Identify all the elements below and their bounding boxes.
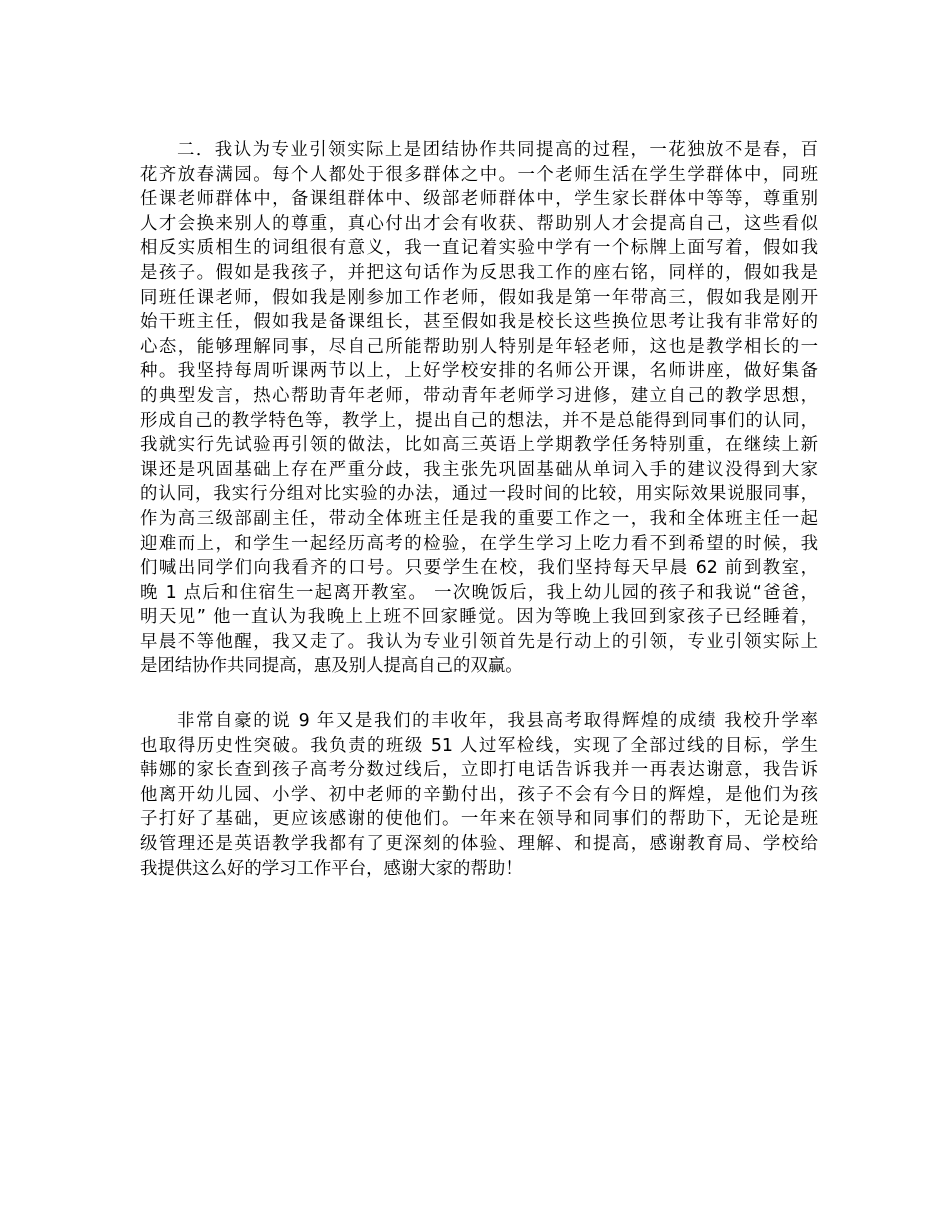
text-line: 心态，能够理解同事，尽自己所能帮助别人特别是年轻老师，这也是教学相长的一 [140,336,818,357]
text-line: 韩娜的家长查到孩子高考分数过线后，立即打电话告诉我并一再表达谢意，我告诉 [140,760,818,781]
text-line: 种。我坚持每周听课两节以上，上好学校安排的名师公开课，名师讲座，做好集备 [140,361,818,382]
paragraph-harvest-year [140,709,818,881]
text-line: 明天见” 他一直认为我晚上上班不回家睡觉。因为等晚上我回到家孩子已经睡着， [140,607,818,628]
text-line: 二．我认为专业引领实际上是团结协作共同提高的过程，一花独放不是春，百 [177,140,818,160]
text-line: 非常自豪的说 9 年又是我们的丰收年，我县高考取得辉煌的成绩 我校升学率 [177,711,818,732]
text-line: 们喊出同学们向我看齐的口号。只要学生在校，我们坚持每天早晨 62 前到教室， [140,558,818,579]
text-line: 晚 1 点后和住宿生一起离开教室。 一次晚饭后，我上幼儿园的孩子和我说“爸爸， [140,582,818,603]
paragraph-professional-leadership [140,138,818,679]
text-line: 相反实质相生的词组很有意义，我一直记着实验中学有一个标牌上面写着，假如我 [140,238,818,259]
text-line: 任课老师群体中，备课组群体中、级部老师群体中，学生家长群体中等等，尊重别 [140,189,818,210]
text-line: 是孩子。假如是我孩子，并把这句话作为反思我工作的座右铭，同样的，假如我是 [140,262,818,283]
text-line: 迎难而上，和学生一起经历高考的检验，在学生学习上吃力看不到希望的时候，我 [140,533,818,554]
text-line: 也取得历史性突破。我负责的班级 51 人过军检线，实现了全部过线的目标，学生 [140,735,818,756]
text-line: 作为高三级部副主任，带动全体班主任是我的重要工作之一，我和全体班主任一起 [140,508,818,529]
paragraph-spacer [140,679,818,709]
text-line: 是团结协作共同提高，惠及别人提高自己的双赢。 [140,656,523,677]
text-line: 的认同，我实行分组对比实验的办法，通过一段时间的比较，用实际效果说服同事， [140,484,818,505]
text-line: 他离开幼儿园、小学、初中老师的辛勤付出，孩子不会有今日的辉煌，是他们为孩 [140,784,818,805]
text-line: 课还是巩固基础上存在严重分歧，我主张先巩固基础从单词入手的建议没得到大家 [140,459,818,480]
text-line: 我提供这么好的学习工作平台，感谢大家的帮助！ [140,858,523,879]
text-line: 我就实行先试验再引领的做法，比如高三英语上学期教学任务特别重，在继续上新 [140,435,818,456]
text-line: 花齐放春满园。每个人都处于很多群体之中。一个老师生活在学生学群体中，同班 [140,164,818,185]
text-line: 始干班主任，假如我是备课组长，甚至假如我是校长这些换位思考让我有非常好的 [140,312,818,333]
text-line: 早晨不等他醒，我又走了。我认为专业引领首先是行动上的引领，专业引领实际上 [140,631,818,652]
text-line: 人才会换来别人的尊重，真心付出才会有收获、帮助别人才会提高自己，这些看似 [140,213,818,234]
text-line: 级管理还是英语教学我都有了更深刻的体验、理解、和提高，感谢教育局、学校给 [140,834,818,855]
document-body [140,138,818,881]
text-line: 形成自己的教学特色等，教学上，提出自己的想法，并不是总能得到同事们的认同， [140,410,818,431]
text-line: 同班任课老师，假如我是刚参加工作老师，假如我是第一年带高三，假如我是刚开 [140,287,818,308]
text-line: 子打好了基础，更应该感谢的使他们。一年来在领导和同事们的帮助下，无论是班 [140,809,818,830]
text-line: 的典型发言，热心帮助青年老师，带动青年老师学习进修，建立自己的教学思想， [140,385,818,406]
